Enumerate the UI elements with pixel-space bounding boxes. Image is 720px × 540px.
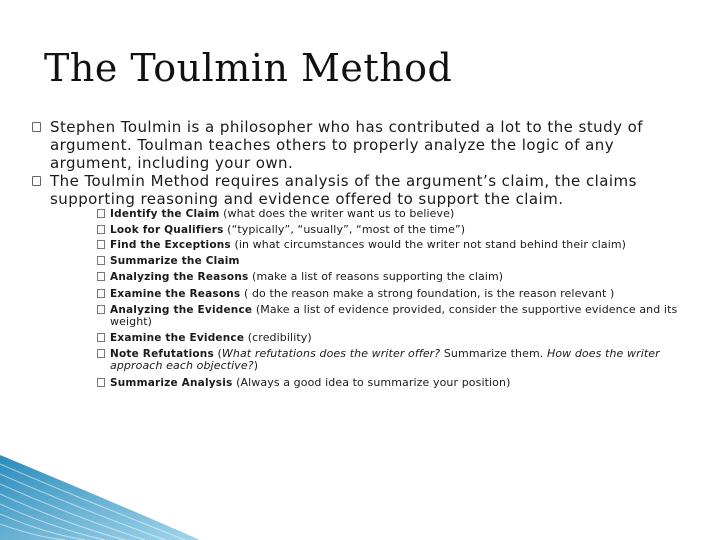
slide-title: The Toulmin Method: [44, 46, 453, 90]
step-text: (in what circumstances would the writer not stand behind their claim): [230, 238, 627, 251]
step-item: [110, 271, 690, 283]
step-item: [110, 288, 690, 300]
step-item: [110, 208, 690, 220]
bullet-box-icon: [97, 333, 105, 342]
step-text: (“typically”, “usually”, “most of the time”): [223, 223, 466, 236]
bullet-box-icon: [97, 256, 105, 265]
step-text-italic: What refutations does the writer offer?: [221, 347, 441, 360]
step-text: (make a list of reasons supporting the claim): [248, 270, 504, 283]
step-text: (: [213, 347, 222, 360]
bullet-item: [50, 172, 690, 208]
step-text: (what does the writer want us to believe): [219, 207, 455, 220]
step-text-italic: How does the writer approach each objective?: [110, 347, 660, 372]
step-text: (credibility): [244, 331, 312, 344]
bullet-box-icon: [97, 225, 105, 234]
step-text: (Always a good idea to summarize your position): [232, 376, 511, 389]
step-heading: Examine the Evidence: [110, 332, 245, 344]
bullet-box-icon: [97, 240, 105, 249]
bullet-box-icon: [97, 209, 105, 218]
step-item: [110, 304, 690, 328]
step-heading: Summarize the Claim: [110, 255, 240, 267]
step-heading: Note Refutations: [110, 348, 214, 360]
step-item: [110, 377, 690, 389]
step-item: [110, 332, 690, 344]
step-heading: Find the Exceptions: [110, 239, 231, 251]
bullet-box-icon: [32, 122, 41, 132]
step-text: (Make a list of evidence provided, consider the supportive evidence and its weight): [110, 303, 678, 328]
step-heading: Examine the Reasons: [110, 288, 241, 300]
step-heading: Analyzing the Reasons: [110, 271, 249, 283]
step-heading: Look for Qualifiers: [110, 224, 224, 236]
bullet-box-icon: [97, 378, 105, 387]
decorative-wave-graphic: [0, 450, 200, 540]
step-text: ): [253, 359, 259, 372]
bullet-box-icon: [97, 272, 105, 281]
bullet-text: The Toulmin Method requires analysis of the argument’s claim, the claims supporting reasoning and evidence offered to support the claim.: [50, 172, 637, 208]
bullet-box-icon: [97, 349, 105, 358]
step-heading: Summarize Analysis: [110, 377, 233, 389]
step-text: ( do the reason make a strong foundation, is the reason relevant ): [240, 287, 615, 300]
bullet-box-icon: [32, 176, 41, 186]
step-item: [110, 348, 690, 372]
bullet-item: [50, 118, 690, 172]
bullet-text: Stephen Toulmin is a philosopher who has contributed a lot to the study of argument. Toulman teaches others to properly analyze the logic of any argument, including your own.: [50, 118, 643, 172]
step-heading: Identify the Claim: [110, 208, 220, 220]
step-item: [110, 255, 690, 267]
step-heading: Analyzing the Evidence: [110, 304, 253, 316]
bullet-box-icon: [97, 305, 105, 314]
bullet-box-icon: [97, 289, 105, 298]
step-item: [110, 239, 690, 251]
step-text: Summarize them.: [440, 347, 547, 360]
step-item: [110, 224, 690, 236]
